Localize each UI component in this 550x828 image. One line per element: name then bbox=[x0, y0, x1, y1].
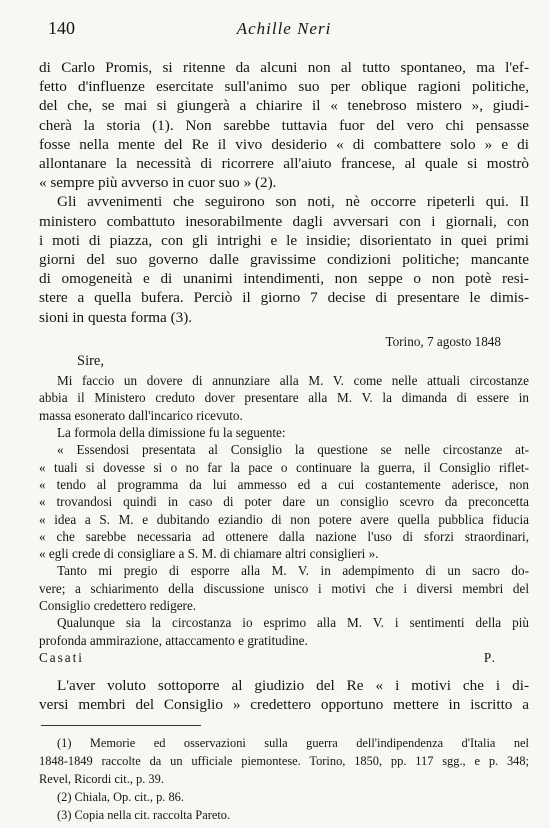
text-line: del che, se mai si giungerà a chiarire il « tenebroso mistero », giudi- bbox=[39, 97, 529, 115]
letter-salutation: Sire, bbox=[77, 353, 104, 370]
footnote-line: (2) Chiala, Op. cit., p. 86. bbox=[57, 789, 184, 804]
letter-dateline: Torino, 7 agosto 1848 bbox=[385, 333, 501, 349]
text-line: L'aver voluto sottoporre al giudizio del Re « i motivi che i di- bbox=[57, 677, 529, 695]
footnote-line: 1848-1849 raccolte da un ufficiale piemontese. Torino, 1850, pp. 117 sgg., e p. 348; bbox=[39, 753, 529, 768]
text-line: Gli avvenimenti che seguirono son noti, nè occorre ripeterli qui. Il bbox=[57, 193, 529, 211]
running-title: Achille Neri bbox=[236, 19, 332, 38]
text-line: giorni del suo governo dalle gravissime condizioni politiche; mancante bbox=[39, 251, 529, 269]
letter-line: abbia il Ministero creduto dover presentare alla M. V. la dimanda di essere in bbox=[39, 390, 529, 406]
footnote-line: (1) Memorie ed osservazioni sulla guerra dell'indipendenza d'Italia nel bbox=[57, 735, 529, 750]
text-line: di Carlo Promis, si ritenne da alcuni non al tutto spontaneo, ma l'ef- bbox=[39, 59, 529, 76]
letter-line: La formola della dimissione fu la seguente: bbox=[57, 425, 286, 441]
letter-signature: Casati P. bbox=[39, 649, 497, 665]
quoted-letter bbox=[39, 333, 529, 666]
paragraph-2 bbox=[39, 192, 529, 326]
text-line: i moti di piazza, con gli intrighi e le insidie; disorientato in quei primi bbox=[39, 231, 529, 249]
letter-line: « egli crede di consigliare a S. M. di chiamare altri consiglieri ». bbox=[39, 546, 379, 562]
text-line: ministero combattuto inesorabilmente dagli avversari con i giornali, con bbox=[39, 212, 529, 230]
letter-line: « tuali si dovesse si o no far la pace o continuare la guerra, il Consiglio riflet- bbox=[39, 459, 529, 475]
letter-line: « che sarebbe necessaria ad ottenere dalla nazione l'uso di sforzi straordinari, bbox=[39, 528, 529, 544]
text-line: allontanare la necessità di ricorrere all'aiuto francese, al quale si mostrò bbox=[39, 155, 529, 173]
footnote-line: (3) Copia nella cit. raccolta Pareto. bbox=[57, 807, 231, 822]
text-line: sioni in questa forma (3). bbox=[39, 308, 193, 326]
paragraph-1 bbox=[39, 58, 529, 192]
text-line: stere a quella bufera. Perciò il giorno 7 decise di presentare le dimis- bbox=[39, 289, 529, 307]
page-number: 140 bbox=[48, 18, 75, 38]
page-body bbox=[39, 58, 529, 824]
footnote-line: Revel, Ricordi cit., p. 39. bbox=[39, 771, 164, 786]
letter-line: « idea a S. M. e dubitando eziandio di non potere avere quella pubblica fiducia bbox=[39, 511, 529, 527]
footnote-divider bbox=[41, 725, 201, 726]
text-line: fosse nella mente del Re il vivo desiderio « di combattere solo » e di bbox=[39, 135, 529, 153]
text-line: « sempre più avverso in cuor suo » (2). bbox=[39, 174, 277, 192]
letter-line: Tanto mi pregio di esporre alla M. V. in adempimento di un sacro do- bbox=[57, 563, 529, 579]
text-line: fetto d'influenze esercitate sull'animo suo per oblique ragioni politiche, bbox=[39, 78, 529, 96]
text-line: versi membri del Consiglio » credettero opportuno mettere in iscritto a bbox=[39, 696, 529, 714]
letter-line: Mi faccio un dovere di annunziare alla M. V. come nelle attuali circostanze bbox=[57, 373, 529, 389]
letter-line: Consiglio credettero redigere. bbox=[39, 598, 197, 613]
paragraph-3 bbox=[39, 676, 529, 714]
letter-line: massa esonerato dall'incarico ricevuto. bbox=[39, 407, 243, 423]
footnotes bbox=[39, 734, 529, 824]
running-header bbox=[48, 18, 520, 40]
text-line: di omogeneità e di unanimi intendimenti, non seppe o non potè resi- bbox=[39, 270, 529, 288]
letter-line: « Essendosi presentata al Consiglio la questione se nelle circostanze at- bbox=[57, 442, 529, 458]
text-line: cherà la storia (1). Non sarebbe tuttavia fuor del vero chi pensasse bbox=[39, 116, 529, 134]
letter-line: profonda ammirazione, attaccamento e gratitudine. bbox=[39, 632, 308, 648]
letter-line: « trovandosi quindi in caso di poter dare un consiglio scevro da preconcetta bbox=[39, 494, 529, 510]
letter-line: vere; a schiarimento della discussione unisco i motivi che i diversi membri del bbox=[39, 580, 529, 596]
letter-line: Qualunque sia la circostanza io esprimo alla M. V. i sentimenti della più bbox=[57, 615, 529, 631]
letter-line: « tendo al programma da lui ammesso ed a cui costantemente aderisce, non bbox=[39, 476, 529, 492]
